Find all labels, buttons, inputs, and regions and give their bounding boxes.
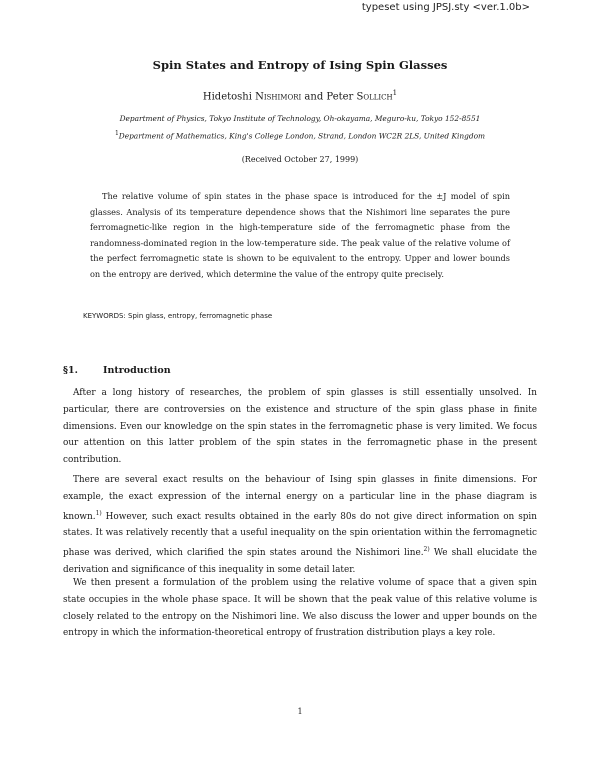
author-2-family: Sollich [356, 91, 393, 103]
author-line [0, 89, 600, 102]
paragraph-2-part-b: However, such exact results obtained in the early 80s do not give direct information on spin states. It was relatively recently that a useful inequality on the spin orientation within the ferromagnetic phase was derived, which clarified the spin states around the Nishimori line. [63, 511, 537, 559]
paragraph-3: We then present a formulation of the problem using the relative volume of space that a given spin state occupies in the whole phase space. It will be shown that the peak value of this relative volume is closely related to the entropy on the Nishimori line. We also discuss the lower and upper bounds on the entropy in which the information-theoretical entropy of frustration distribution plays a key role. [63, 578, 537, 639]
affiliation-2 [0, 130, 600, 140]
paragraph-2-part-c: We shall elucidate the derivation and significance of this inequality in some detail later. [63, 548, 537, 575]
affiliation-2-mark: 1 [114, 130, 119, 137]
typeset-note: typeset using JPSJ.sty <ver.1.0b> [361, 2, 530, 13]
affiliation-2-text: Department of Mathematics, King's College London, Strand, London WC2R 2LS, United Kingdom [118, 131, 486, 141]
section-number: §1. [63, 365, 78, 376]
section-heading [63, 365, 171, 376]
paragraph-2-part-a: There are several exact results on the behaviour of Ising spin glasses in finite dimensions. For example, the exact expression of the internal energy on a particular line in the phase diagram is known. [63, 475, 537, 522]
author-1-given: Hidetoshi [202, 91, 256, 103]
paragraph-1: After a long history of researches, the problem of spin glasses is still essentially unsolved. In particular, there are controversies on the existence and structure of the spin glass phase in finite dimensions. Even our knowledge on the spin states in the ferromagnetic phase is very limited. We focus our attention on this latter problem of the spin states in the ferromagnetic phase in the present contribution. [63, 388, 537, 466]
paper-title: Spin States and Entropy of Ising Spin Glasses [152, 58, 448, 72]
author-2-affiliation-mark: 1 [392, 89, 398, 97]
affiliation-1: Department of Physics, Tokyo Institute of Technology, Oh-okayama, Meguro-ku, Tokyo 152-8551 [119, 114, 481, 123]
author-1-family: Nishimori [255, 91, 302, 103]
reference-1: 1) [95, 509, 102, 517]
paragraph-2 [63, 472, 537, 579]
abstract: The relative volume of spin states in the phase space is introduced for the ±J model of spin glasses. Analysis of its temperature dependence shows that the Nishimori line separates the pure ferromagnetic-like region in the high-temperature side of the ferromagnetic phase from the randomness-dominated region in the low-temperature side. The peak value of the relative volume of the perfect ferromagnetic state is shown to be equivalent to the entropy. Upper and lower bounds on the entropy are derived, which determine the value of the entropy quite precisely. [90, 191, 510, 279]
reference-2: 2) [423, 546, 430, 554]
keywords: KEYWORDS: Spin glass, entropy, ferromagnetic phase [83, 312, 273, 320]
page-number: 1 [297, 707, 303, 716]
author-conjunction: and Peter [301, 91, 357, 103]
received-date: (Received October 27, 1999) [241, 155, 359, 164]
section-title: Introduction [103, 365, 171, 376]
